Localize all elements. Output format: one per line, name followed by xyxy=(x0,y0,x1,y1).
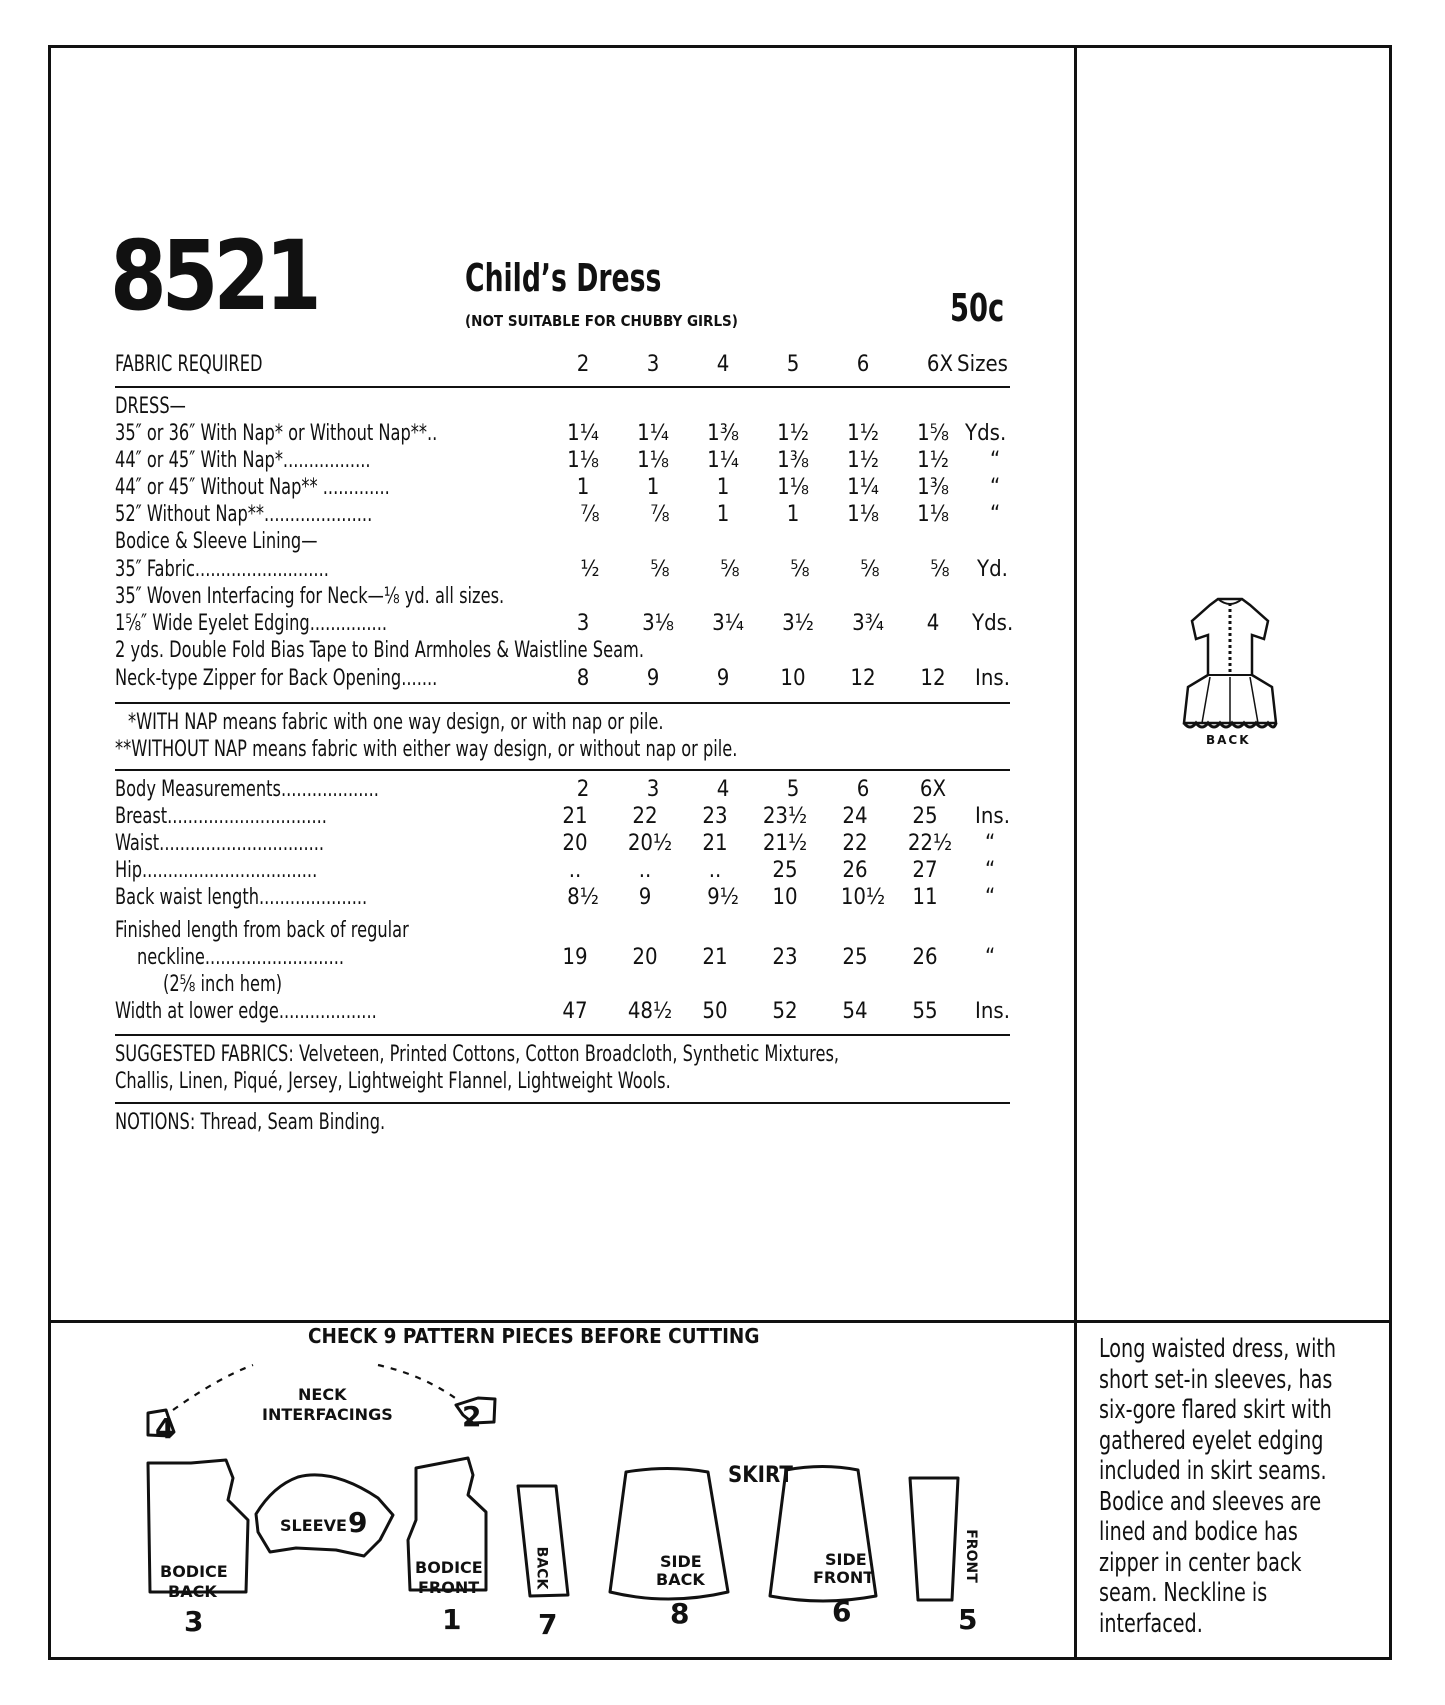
cell: 26 xyxy=(912,945,938,970)
dress-heading: DRESS— xyxy=(115,394,186,419)
description-line: included in skirt seams. xyxy=(1099,1456,1327,1486)
description-line: zipper in center back xyxy=(1099,1547,1302,1578)
cell: 20½ xyxy=(627,831,673,856)
pattern-title: Child’s Dress xyxy=(465,256,662,300)
side-back-label-1: SIDE xyxy=(660,1552,702,1571)
cell: 23 xyxy=(702,804,728,829)
row-label: Breast............................... xyxy=(115,804,327,829)
cell: 9 xyxy=(638,885,652,910)
cell: 47 xyxy=(562,999,588,1024)
note-with-nap: *WITH NAP means fabric with one way design, or with nap or pile. xyxy=(128,710,664,735)
cell: 1½ xyxy=(847,421,879,446)
cell: 10½ xyxy=(840,885,886,910)
neck-interfacing-label-1: NECK xyxy=(298,1385,347,1404)
cell: 1¼ xyxy=(847,475,879,500)
divider xyxy=(115,1102,1010,1104)
sleeve-number: 9 xyxy=(348,1506,368,1539)
cell: 1½ xyxy=(777,421,809,446)
finished-line: Finished length from back of regular xyxy=(115,918,409,943)
back-skirt-number: 7 xyxy=(538,1608,558,1641)
cell: 2 xyxy=(576,777,590,802)
cell: 1½ xyxy=(917,448,949,473)
dress-back-illustration xyxy=(1180,595,1280,745)
illustration-label: BACK xyxy=(1206,733,1251,747)
front-skirt-label: FRONT xyxy=(962,1529,979,1583)
cell: 48½ xyxy=(627,999,673,1024)
row-label: Body Measurements................... xyxy=(115,777,379,802)
neck-interfacing-number-4: 4 xyxy=(155,1412,175,1445)
neck-interfacing-label-2: INTERFACINGS xyxy=(262,1405,393,1424)
row-label: 35″ Fabric.......................... xyxy=(115,557,329,582)
row-label: Waist................................ xyxy=(115,831,325,856)
fabric-heading: FABRIC REQUIRED xyxy=(115,352,263,377)
pattern-number: 8521 xyxy=(110,220,317,332)
pattern-subtitle: (NOT SUITABLE FOR CHUBBY GIRLS) xyxy=(465,312,738,330)
dress-description xyxy=(1099,1334,1336,1639)
unit: Ins. xyxy=(975,999,1010,1024)
bodice-back-label-2: BACK xyxy=(168,1582,217,1601)
cell: ⅝ xyxy=(930,557,950,582)
description-line: gathered eyelet edging xyxy=(1099,1425,1324,1456)
unit: Yds. xyxy=(972,611,1014,636)
cell: .. xyxy=(638,858,652,883)
size-col: 6 xyxy=(856,352,870,377)
row-label: Back waist length..................... xyxy=(115,885,368,910)
unit: “ xyxy=(985,945,996,970)
cell: 1⅛ xyxy=(777,475,809,500)
row-label: 52″ Without Nap**..................... xyxy=(115,502,373,527)
back-skirt-label: BACK xyxy=(533,1546,550,1590)
cell: 1⅜ xyxy=(917,475,949,500)
cell: 4 xyxy=(716,777,730,802)
price: 50c xyxy=(950,286,1005,330)
cell: 22 xyxy=(842,831,868,856)
cell: 6 xyxy=(856,777,870,802)
cell: 5 xyxy=(786,777,800,802)
cell: 54 xyxy=(842,999,868,1024)
size-col: 2 xyxy=(576,352,590,377)
cell: 8 xyxy=(576,666,590,691)
cell: 12 xyxy=(850,666,876,691)
cell: 9 xyxy=(716,666,730,691)
cell: .. xyxy=(568,858,582,883)
cell: 1⅜ xyxy=(777,448,809,473)
skirt-heading: SKIRT xyxy=(728,1463,793,1488)
side-front-label-1: SIDE xyxy=(825,1550,867,1569)
cell: 1⅛ xyxy=(847,502,879,527)
unit: “ xyxy=(990,448,1001,473)
size-col: 5 xyxy=(786,352,800,377)
cell: 20 xyxy=(632,945,658,970)
notions-line: NOTIONS: Thread, Seam Binding. xyxy=(115,1110,386,1135)
cell: 26 xyxy=(842,858,868,883)
cell: 1 xyxy=(716,502,730,527)
cell: 20 xyxy=(562,831,588,856)
cell: 4 xyxy=(926,611,940,636)
cell: 25 xyxy=(772,858,798,883)
cell: 3 xyxy=(576,611,590,636)
cell: 3¼ xyxy=(712,611,744,636)
unit: Ins. xyxy=(975,804,1010,829)
cell: 3¾ xyxy=(852,611,884,636)
side-front-number: 6 xyxy=(832,1595,852,1628)
cell: 27 xyxy=(912,858,938,883)
front-skirt-number: 5 xyxy=(958,1603,978,1636)
cell: 1⅛ xyxy=(637,448,669,473)
cell: 8½ xyxy=(567,885,599,910)
cell: 23½ xyxy=(762,804,808,829)
cell: 23 xyxy=(772,945,798,970)
cell: 9 xyxy=(646,666,660,691)
row-label: 44″ or 45″ With Nap*................. xyxy=(115,448,371,473)
bodice-back-number: 3 xyxy=(184,1605,204,1638)
description-line: Bodice and sleeves are xyxy=(1099,1486,1322,1517)
description-line: Long waisted dress, with xyxy=(1099,1334,1337,1364)
cell: 1⅛ xyxy=(917,502,949,527)
bias-line: 2 yds. Double Fold Bias Tape to Bind Armholes & Waistline Seam. xyxy=(115,638,644,663)
cell: ⅝ xyxy=(650,557,670,582)
cell: 12 xyxy=(920,666,946,691)
cell: 1⅛ xyxy=(567,448,599,473)
side-back-number: 8 xyxy=(670,1597,690,1630)
cell: 50 xyxy=(702,999,728,1024)
cell: 25 xyxy=(912,804,938,829)
cell: ⅞ xyxy=(580,502,600,527)
cell: 1½ xyxy=(847,448,879,473)
row-label: 1⅝″ Wide Eyelet Edging............... xyxy=(115,611,388,636)
cell: 21 xyxy=(702,945,728,970)
divider xyxy=(115,386,1010,388)
cell: 24 xyxy=(842,804,868,829)
cell: 21½ xyxy=(762,831,808,856)
cell: 1 xyxy=(646,475,660,500)
cell: 55 xyxy=(912,999,938,1024)
cell: .. xyxy=(708,858,722,883)
divider xyxy=(115,702,1010,704)
neck-interfacing-number-2: 2 xyxy=(462,1400,482,1433)
cell: ⅝ xyxy=(860,557,880,582)
cell: 3⅛ xyxy=(642,611,674,636)
cell: ⅝ xyxy=(790,557,810,582)
row-label: neckline........................... xyxy=(137,945,345,970)
cell: 19 xyxy=(562,945,588,970)
divider xyxy=(115,769,1010,771)
unit: Ins. xyxy=(975,666,1010,691)
cell: 3½ xyxy=(782,611,814,636)
description-line: seam. Neckline is xyxy=(1099,1578,1268,1608)
size-col: 6X xyxy=(926,352,954,377)
side-back-label-2: BACK xyxy=(656,1570,705,1589)
bodice-front-label-2: FRONT xyxy=(418,1578,480,1597)
cell: 1 xyxy=(716,475,730,500)
unit: Yd. xyxy=(977,557,1008,582)
cell: 10 xyxy=(780,666,806,691)
interfacing-line: 35″ Woven Interfacing for Neck—⅛ yd. all sizes. xyxy=(115,584,505,609)
cell: 21 xyxy=(562,804,588,829)
cell: 11 xyxy=(912,885,938,910)
cell: 1⅜ xyxy=(707,421,739,446)
description-line: interfaced. xyxy=(1099,1608,1203,1639)
cell: 1 xyxy=(786,502,800,527)
cell: 6X xyxy=(919,777,947,802)
bodice-front-label-1: BODICE xyxy=(415,1558,483,1577)
sizes-unit: Sizes xyxy=(957,352,1008,377)
description-line: six-gore flared skirt with xyxy=(1099,1395,1332,1425)
description-line: lined and bodice has xyxy=(1099,1517,1298,1547)
cell: ⅝ xyxy=(720,557,740,582)
hem-note: (2⅝ inch hem) xyxy=(163,972,283,997)
cell: 1¼ xyxy=(567,421,599,446)
cell: ½ xyxy=(580,557,600,582)
cell: ⅞ xyxy=(650,502,670,527)
pattern-pieces-heading: CHECK 9 PATTERN PIECES BEFORE CUTTING xyxy=(308,1324,760,1348)
unit: Yds. xyxy=(965,421,1007,446)
unit: “ xyxy=(990,475,1001,500)
size-col: 3 xyxy=(646,352,660,377)
note-without-nap: **WITHOUT NAP means fabric with either way design, or without nap or pile. xyxy=(115,737,738,762)
description-line: short set-in sleeves, has xyxy=(1099,1364,1333,1395)
cell: 1 xyxy=(576,475,590,500)
bodice-front-number: 1 xyxy=(442,1603,462,1636)
bodice-back-label-1: BODICE xyxy=(160,1562,228,1581)
suggested-fabrics-line1: SUGGESTED FABRICS: Velveteen, Printed Cottons, Cotton Broadcloth, Synthetic Mixtures, xyxy=(115,1042,840,1067)
unit: “ xyxy=(985,831,996,856)
cell: 25 xyxy=(842,945,868,970)
cell: 52 xyxy=(772,999,798,1024)
cell: 10 xyxy=(772,885,798,910)
cell: 1¼ xyxy=(637,421,669,446)
divider xyxy=(115,1034,1010,1036)
cell: 1¼ xyxy=(707,448,739,473)
row-label: 44″ or 45″ Without Nap** ............. xyxy=(115,475,390,500)
row-label: 35″ or 36″ With Nap* or Without Nap**.. xyxy=(115,421,438,446)
row-label: Neck-type Zipper for Back Opening....... xyxy=(115,666,438,691)
row-label: Hip.................................. xyxy=(115,858,318,883)
cell: 22½ xyxy=(907,831,953,856)
cell: 1⅝ xyxy=(917,421,949,446)
cell: 21 xyxy=(702,831,728,856)
cell: 3 xyxy=(646,777,660,802)
lining-heading: Bodice & Sleeve Lining— xyxy=(115,529,318,554)
sleeve-label: SLEEVE xyxy=(280,1516,347,1535)
cell: 22 xyxy=(632,804,658,829)
unit: “ xyxy=(985,885,996,910)
suggested-fabrics-line2: Challis, Linen, Piqué, Jersey, Lightweight Flannel, Lightweight Wools. xyxy=(115,1069,671,1094)
unit: “ xyxy=(985,858,996,883)
unit: “ xyxy=(990,502,1001,527)
side-front-label-2: FRONT xyxy=(813,1568,875,1587)
size-col: 4 xyxy=(716,352,730,377)
row-label: Width at lower edge................... xyxy=(115,999,377,1024)
cell: 9½ xyxy=(707,885,739,910)
